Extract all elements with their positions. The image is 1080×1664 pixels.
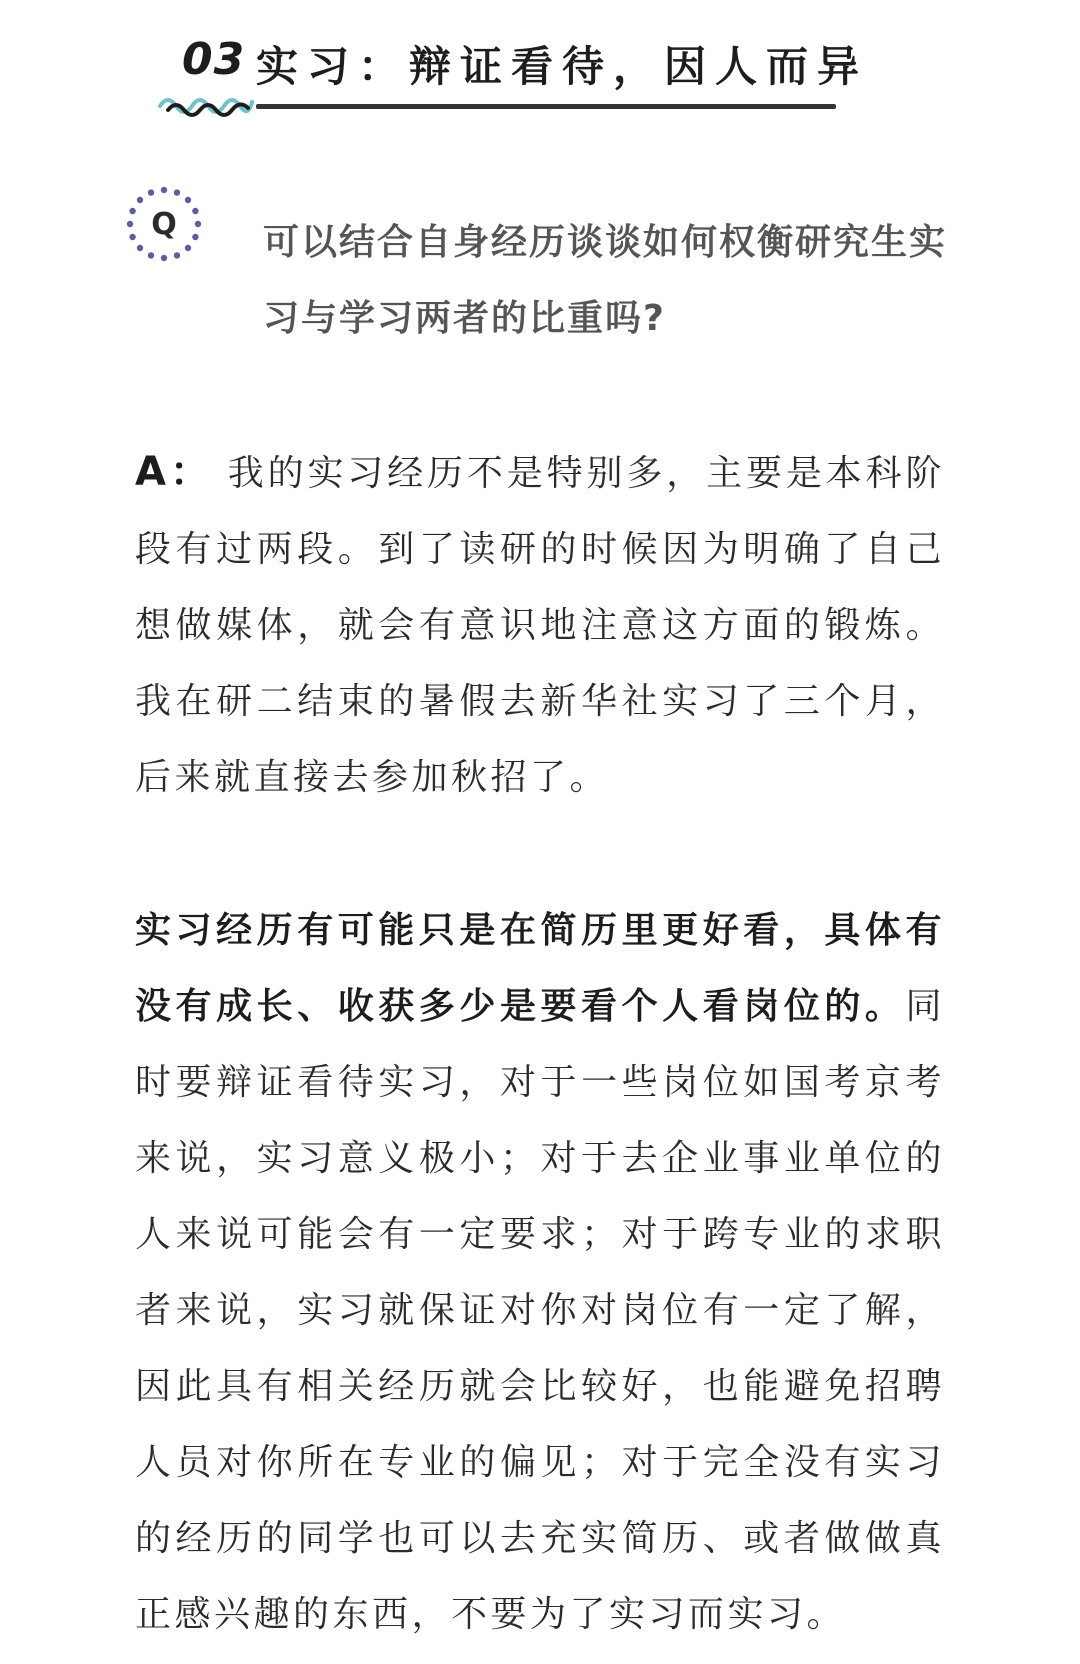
answer-paragraph-1: [135, 434, 945, 816]
answer-paragraph-2: [135, 893, 945, 1653]
section-number: 03: [182, 34, 246, 85]
wave-decoration-icon: [158, 88, 254, 120]
question-text: 可以结合自身经历谈谈如何权衡研究生实习与学习两者的比重吗?: [263, 222, 948, 339]
question-badge-icon: [124, 184, 204, 264]
question-badge-letter: Q: [151, 207, 177, 242]
section-header: [0, 0, 1080, 130]
answer-paragraph-2-text: 同时要辩证看待实习，对于一些岗位如国考京考来说，实习意义极小；对于去企业事业单位的人来说可能会有一定要求；对于跨专业的求职者来说，实习就保证对你对岗位有一定了解，因此具有相关经历就会比较好，也能避免招聘人员对你所在专业的偏见；对于完全没有实习的经历的同学也可以去充实简历、或者做做真正感兴趣的东西，不要为了实习而实习。: [135, 986, 945, 1635]
answer-paragraph-1-text: 我的实习经历不是特别多，主要是本科阶段有过两段。到了读研的时候因为明确了自己想做媒体，就会有意识地注意这方面的锻炼。我在研二结束的暑假去新华社实习了三个月，后来就直接去参加秋招了。: [135, 453, 945, 798]
header-underline: [256, 104, 836, 109]
answer-paragraph-2-highlight: 实习经历有可能只是在简历里更好看，具体有没有成长、收获多少是要看个人看岗位的。: [135, 910, 945, 1027]
answer-label: A：: [135, 449, 214, 495]
section-title: 实习：辩证看待，因人而异: [256, 42, 869, 91]
